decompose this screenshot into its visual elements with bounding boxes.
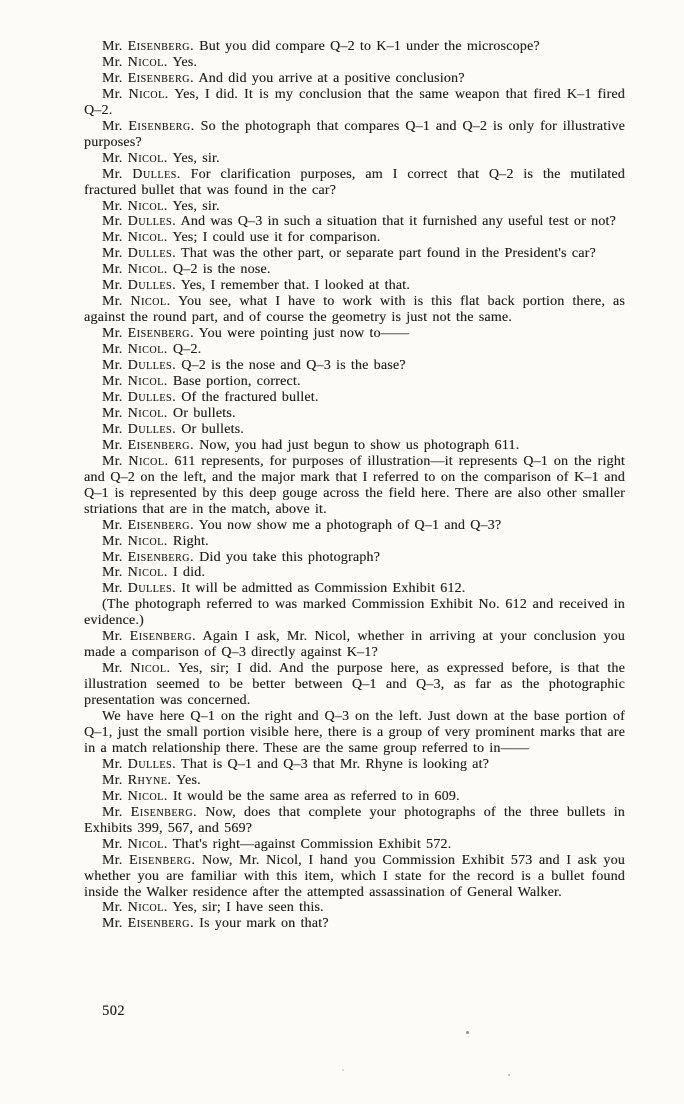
speaker-surname: Nicol. [127,374,168,390]
speaker-surname: Nicol. [130,661,171,677]
speech-text: Now, does that complete your photographs of the three bullets in Exhibits 399, 567, and 569? [84,804,625,836]
speech-text: (The photograph referred to was marked Commission Exhibit No. 612 and received in evidence.) [84,597,625,629]
speech-text: Base portion, correct. [172,374,301,390]
speaker-surname: Nicol. [127,565,168,581]
speech-text: Yes, sir. [172,150,220,166]
transcript-paragraph [84,661,625,709]
speech-text: Again I ask, Mr. Nicol, whether in arriving at your conclusion you made a comparison of Q–3 directly against K–1? [84,629,625,661]
speaker-prefix: Mr. [102,70,123,86]
speaker-prefix: Mr. [102,118,123,134]
transcript-paragraph [84,916,625,932]
speaker-name [102,342,168,357]
speaker-surname: Dulles. [132,166,181,182]
speaker-surname: Dulles. [127,246,177,262]
speaker-surname: Eisenberg. [128,118,195,134]
speaker-surname: Eisenberg. [127,916,195,932]
speech-text: And was Q–3 in such a situation that it furnished any useful test or not? [180,214,616,230]
speaker-name [102,454,169,469]
speaker-name [102,661,171,676]
speaker-name [102,422,176,437]
speech-text: It would be the same area as referred to in 609. [172,788,460,804]
transcript-paragraph [84,294,625,326]
speaker-name [102,565,168,580]
speaker-prefix: Mr. [102,389,123,405]
transcript-text-block [84,39,625,932]
speaker-name [102,629,196,644]
speaker-prefix: Mr. [102,166,123,182]
speaker-prefix: Mr. [102,358,123,374]
speech-text: Yes, sir. [172,198,220,214]
speaker-name [102,853,195,868]
speech-text: Now, you had just begun to show us photograph 611. [199,437,520,453]
speech-text: I did. [172,565,206,581]
transcript-paragraph [84,326,625,342]
speech-text: Yes. [172,54,198,70]
speaker-name [102,326,194,341]
transcript-paragraph [84,167,625,199]
speaker-prefix: Mr. [102,772,123,788]
transcript-paragraph [84,565,625,581]
scan-speck [342,1069,344,1071]
transcript-paragraph [84,406,625,422]
speaker-surname: Rhyne. [127,772,172,788]
speaker-surname: Eisenberg. [128,852,196,868]
speaker-name [102,789,168,804]
speaker-name [102,246,176,261]
speech-text: Q–2 is the nose. [172,262,271,278]
speech-text: Yes, sir; I did. And the purpose here, as expressed before, is that the illustration seemed to be better between Q–1 and Q–3, as far as the photographic presentation was concerned. [84,661,625,709]
transcript-paragraph [84,278,625,294]
transcript-paragraph [84,438,625,454]
speaker-prefix: Mr. [102,437,123,453]
speech-text: 611 represents, for purposes of illustration—it represents Q–1 on the right and Q–2 on the left, and the major mark that I referred to on the comparison of K–1 and Q–1 is represented by this deep gouge across the field here. There are also other smaller striations that are in the match, above it. [84,453,625,517]
scan-speck [508,1074,510,1076]
speaker-prefix: Mr. [102,230,123,246]
speech-text: That was the other part, or separate part found in the President's car? [181,246,596,262]
speaker-name [102,518,194,533]
speaker-prefix: Mr. [102,756,123,772]
speaker-surname: Eisenberg. [127,70,195,86]
transcript-paragraph [84,805,625,837]
speaker-name [102,214,176,229]
speaker-surname: Nicol. [127,198,168,214]
speaker-surname: Nicol. [128,86,169,102]
speaker-name [102,71,194,86]
speaker-surname: Dulles. [127,358,177,374]
speaker-name [102,262,168,277]
speaker-surname: Eisenberg. [130,804,198,820]
speech-text: Right. [172,533,209,549]
transcript-paragraph [84,518,625,534]
speaker-prefix: Mr. [102,198,123,214]
speech-text: Or bullets. [181,421,244,437]
speaker-prefix: Mr. [102,565,123,581]
speaker-prefix: Mr. [102,374,123,390]
speaker-surname: Dulles. [127,278,177,294]
speaker-prefix: Mr. [102,86,123,102]
speaker-surname: Nicol. [127,836,168,852]
transcript-paragraph [84,709,625,757]
speaker-name [102,119,195,134]
speaker-surname: Nicol. [127,788,168,804]
speaker-surname: Dulles. [127,581,177,597]
scan-speck [466,1031,469,1034]
speaker-prefix: Mr. [102,533,123,549]
speaker-name [102,230,168,245]
transcript-paragraph [84,151,625,167]
speech-text: Yes, sir; I have seen this. [172,900,324,916]
transcript-paragraph [84,342,625,358]
speaker-prefix: Mr. [102,453,123,469]
speech-text: For clarification purposes, am I correct that Q–2 is the mutilated fractured bullet that was found in the car? [84,166,625,198]
speaker-name [102,55,168,70]
speaker-prefix: Mr. [102,214,123,230]
speech-text: Yes; I could use it for comparison. [172,230,381,246]
speaker-surname: Eisenberg. [127,39,195,54]
speaker-surname: Dulles. [127,756,177,772]
speaker-prefix: Mr. [102,421,123,437]
speaker-prefix: Mr. [102,788,123,804]
transcript-paragraph [84,581,625,597]
speaker-surname: Nicol. [127,230,168,246]
speaker-surname: Nicol. [127,405,168,421]
speaker-surname: Nicol. [130,294,171,310]
transcript-paragraph [84,87,625,119]
speech-text: Did you take this photograph? [199,549,381,565]
transcript-paragraph [84,246,625,262]
speech-text: And did you arrive at a positive conclusion? [198,70,465,86]
speech-text: You now show me a photograph of Q–1 and Q–3? [198,517,502,533]
speaker-surname: Eisenberg. [127,437,195,453]
speaker-name [102,916,194,931]
transcript-paragraph [84,789,625,805]
speech-text: Now, Mr. Nicol, I hand you Commission Exhibit 573 and I ask you whether you are familiar with this item, which I state for the record is a bullet found inside the Walker residence after the attempted assassination of General Walker. [84,852,625,900]
speaker-surname: Nicol. [127,150,168,166]
transcript-paragraph [84,214,625,230]
speaker-name [102,438,194,453]
transcript-paragraph [84,55,625,71]
speaker-surname: Nicol. [128,453,169,469]
transcript-paragraph [84,853,625,901]
speaker-prefix: Mr. [102,836,123,852]
speaker-prefix: Mr. [102,916,123,932]
speaker-surname: Eisenberg. [127,517,195,533]
speaker-name [102,151,168,166]
speaker-surname: Dulles. [127,389,177,405]
speaker-name [102,581,176,596]
speaker-name [102,278,176,293]
transcript-paragraph [84,454,625,518]
transcript-paragraph [84,900,625,916]
speaker-name [102,757,176,772]
speaker-prefix: Mr. [102,852,123,868]
speech-text: Yes, I did. It is my conclusion that the same weapon that fired K–1 fired Q–2. [84,86,625,118]
speaker-prefix: Mr. [102,326,123,342]
speaker-name [102,406,168,421]
speech-text: You see, what I have to work with is this flat back portion there, as against the round part, and of course the geometry is just not the same. [84,294,625,326]
speaker-surname: Eisenberg. [129,629,197,645]
speaker-name [102,390,176,405]
speaker-prefix: Mr. [102,39,123,54]
speech-text: That is Q–1 and Q–3 that Mr. Rhyne is looking at? [181,756,490,772]
speaker-name [102,374,168,389]
speech-text: But you did compare Q–2 to K–1 under the microscope? [199,39,540,54]
speech-text: It will be admitted as Commission Exhibit 612. [181,581,466,597]
speaker-surname: Dulles. [127,214,177,230]
speaker-name [102,805,197,820]
transcript-paragraph [84,597,625,629]
transcript-paragraph [84,534,625,550]
transcript-paragraph [84,119,625,151]
transcript-paragraph [84,773,625,789]
speaker-prefix: Mr. [102,517,123,533]
speaker-prefix: Mr. [102,54,123,70]
speaker-surname: Eisenberg. [127,549,195,565]
speaker-name [102,199,168,214]
speaker-prefix: Mr. [102,661,123,677]
speaker-name [102,358,176,373]
speech-text: Yes, I remember that. I looked at that. [180,278,410,294]
speaker-name [102,87,169,102]
transcript-paragraph [84,358,625,374]
speaker-name [102,39,194,54]
transcript-paragraph [84,422,625,438]
speech-text: Q–2 is the nose and Q–3 is the base? [181,358,406,374]
speaker-prefix: Mr. [102,246,123,262]
speaker-name [102,294,171,309]
transcript-paragraph [84,199,625,215]
speaker-prefix: Mr. [102,804,123,820]
speech-text: Or bullets. [172,405,236,421]
speech-text: Of the fractured bullet. [181,389,319,405]
speaker-name [102,773,171,788]
speaker-prefix: Mr. [102,405,123,421]
speech-text: You were pointing just now to—— [198,326,410,342]
speaker-surname: Dulles. [127,421,177,437]
transcript-paragraph [84,390,625,406]
speaker-surname: Eisenberg. [127,326,195,342]
transcript-paragraph [84,550,625,566]
speaker-prefix: Mr. [102,342,123,358]
speech-text: We have here Q–1 on the right and Q–3 on the left. Just down at the base portion of Q–1, just the small portion visible here, there is a group of very prominent marks that are in a match relationship there. These are the same group referred to in—— [84,709,625,756]
speaker-surname: Nicol. [127,900,168,916]
speaker-surname: Nicol. [127,262,168,278]
speech-text: Yes. [176,772,201,788]
transcript-paragraph [84,629,625,661]
speaker-prefix: Mr. [102,629,123,645]
speaker-name [102,167,181,182]
speaker-prefix: Mr. [102,278,123,294]
speaker-name [102,900,168,915]
speech-text: That's right—against Commission Exhibit 572. [172,836,452,852]
page-number: 502 [102,1003,125,1019]
speaker-surname: Nicol. [127,54,168,70]
speaker-prefix: Mr. [102,549,123,565]
speaker-surname: Nicol. [127,342,168,358]
speaker-prefix: Mr. [102,581,123,597]
transcript-paragraph [84,71,625,87]
speaker-prefix: Mr. [102,900,123,916]
speaker-name [102,550,194,565]
speaker-name [102,837,168,852]
transcript-paragraph [84,39,625,55]
transcript-paragraph [84,374,625,390]
speech-text: Is your mark on that? [199,916,329,932]
transcript-paragraph [84,757,625,773]
speaker-name [102,534,168,549]
speech-text: Q–2. [172,342,202,358]
speaker-prefix: Mr. [102,262,123,278]
speaker-prefix: Mr. [102,150,123,166]
speaker-prefix: Mr. [102,294,123,310]
speaker-surname: Nicol. [127,533,168,549]
speech-text: So the photograph that compares Q–1 and Q–2 is only for illustrative purposes? [84,118,625,150]
transcript-paragraph [84,230,625,246]
transcript-paragraph [84,262,625,278]
transcript-paragraph [84,837,625,853]
